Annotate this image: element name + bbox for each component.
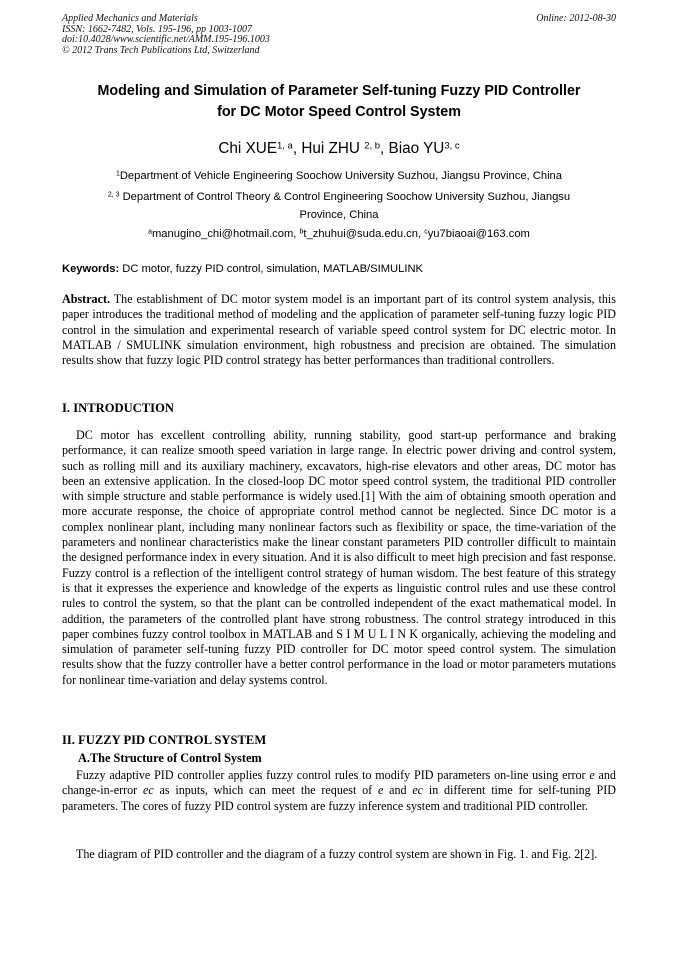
- keywords-text: DC motor, fuzzy PID control, simulation, MATLAB/SIMULINK: [119, 263, 424, 275]
- subsection-heading-structure: A.The Structure of Control System: [78, 751, 262, 765]
- title-line-2: for DC Motor Speed Control System: [217, 104, 461, 120]
- variable-ec: ec: [412, 783, 424, 798]
- abstract-label: Abstract.: [62, 292, 111, 306]
- section-heading-introduction: I. INTRODUCTION: [62, 401, 174, 415]
- author-affiliation-mark: 2, b: [364, 140, 381, 152]
- affiliation-1: [62, 168, 616, 186]
- journal-issn: ISSN: 1662-7482, Vols. 195-196, pp 1003-1007: [62, 23, 252, 35]
- author-list: [40, 139, 638, 159]
- paragraph-text: as inputs, which can meet the request of: [153, 783, 378, 798]
- paragraph-text: in different time for self-tuning PID parameters. The cores of fuzzy PID control system are fuzzy inference system and traditional PID controller.: [62, 783, 616, 813]
- structure-paragraph: [62, 768, 616, 814]
- paper-title: [40, 81, 638, 123]
- abstract: [62, 292, 616, 368]
- email-mark: b: [299, 228, 304, 236]
- journal-header: [62, 14, 270, 56]
- affiliation-2: [62, 189, 616, 224]
- paragraph-text: and: [383, 783, 413, 798]
- affiliation-text: Department of Vehicle Engineering Soochow University Suzhou, Jiangsu Province, China: [119, 170, 562, 182]
- online-date: Online: 2012-08-30: [536, 13, 616, 24]
- author-name: Chi XUE: [218, 140, 278, 157]
- author-name: Biao YU: [388, 140, 445, 157]
- email-link[interactable]: yu7biaoai@163.com: [427, 228, 530, 240]
- affiliation-text: Department of Control Theory & Control Engineering Soochow University Suzhou, Jiangsu: [119, 191, 571, 203]
- variable-e: e: [377, 783, 384, 798]
- abstract-text: The establishment of DC motor system model is an important part of its control system analysis, this paper introduces the traditional method of modeling and the application of parameter self-tuning fuzzy logic PID control in the simulation and experimental research of variable speed control system for DC electric motor. In MATLAB / SMULINK simulation environment, high robustness and precision are obtained. The simulation results show that fuzzy logic PID control strategy has better performances than traditional controllers.: [62, 292, 616, 368]
- section-heading-fuzzy-pid: II. FUZZY PID CONTROL SYSTEM: [62, 733, 267, 747]
- title-line-1: Modeling and Simulation of Parameter Self-tuning Fuzzy PID Controller: [97, 83, 581, 99]
- author-separator: ,: [380, 140, 389, 157]
- email-link[interactable]: manugino_chi@hotmail.com,: [151, 228, 300, 240]
- affiliation-mark: 1: [115, 170, 120, 178]
- paragraph-text: and change-in-error: [62, 768, 616, 798]
- figure-reference-paragraph: The diagram of PID controller and the diagram of a fuzzy control system are shown in Fig. 1. and Fig. 2[2].: [76, 847, 598, 861]
- variable-ec: ec: [142, 783, 154, 798]
- journal-copyright: © 2012 Trans Tech Publications Ltd, Switzerland: [62, 44, 260, 56]
- email-link[interactable]: t_zhuhui@suda.edu.cn,: [303, 228, 425, 240]
- variable-e: e: [589, 768, 595, 782]
- paragraph-text: Fuzzy adaptive PID controller applies fuzzy control rules to modify PID parameters on-line using error: [76, 768, 590, 782]
- introduction-paragraph: DC motor has excellent controlling ability, running stability, good start-up performance and braking performance, it can realize smooth speed variation in large range. In electric power driving and control system, such as rolling mill and its auxiliary machinery, excavators, high-rise elevators and other areas, DC motor has been an extensive application. In the closed-loop DC motor speed control system, the traditional PID controller with simple structure and stable performance is widely used.[1] With the aim of obtaining smooth operation and more accurate response, the choice of appropriate control method cannot be neglected. Since DC motor is a complex nonlinear plant, including many nonlinear factors such as flexibility or space, the time-variation of the parameters and nonlinear characteristics make the linear constant parameters PID controller difficult to maintain the designed performance index in every situation. And it is also difficult to meet high precision and fast response. Fuzzy control is a reflection of the intelligent control strategy of human wisdom. The best feature of this strategy is that it expresses the experience and knowledge of the experts as linguistic control rules and use these control rules to control the system, so that the plant can be controlled independent of the exact mathematical model. In addition, the parameters of the controlled plant have strong robustness. The control strategy introduced in this paper combines fuzzy control toolbox in MATLAB and S I M U L I N K organically, achieving the modeling and simulation of parameter self-tuning fuzzy PID controller for DC motor speed control system. The simulation results show that the fuzzy controller have a better control performance in the load or motor parameters mutations for nonlinear time-variation and delay systems control.: [62, 428, 616, 687]
- affiliation-mark: 2, 3: [107, 191, 120, 199]
- author-separator: ,: [292, 140, 302, 157]
- journal-name: Applied Mechanics and Materials: [62, 13, 198, 24]
- author-name: Hui ZHU: [301, 140, 365, 157]
- email-mark: c: [424, 228, 428, 236]
- journal-doi: doi:10.4028/www.scientific.net/AMM.195-196.1003: [62, 34, 270, 46]
- author-affiliation-mark: 1, a: [277, 140, 293, 152]
- affiliation-text-cont: Province, China: [299, 208, 379, 221]
- email-mark: a: [148, 228, 152, 236]
- keywords-label: Keywords:: [62, 263, 120, 275]
- author-affiliation-mark: 3, c: [444, 140, 460, 152]
- email-list: [62, 226, 616, 244]
- keywords: [62, 262, 616, 276]
